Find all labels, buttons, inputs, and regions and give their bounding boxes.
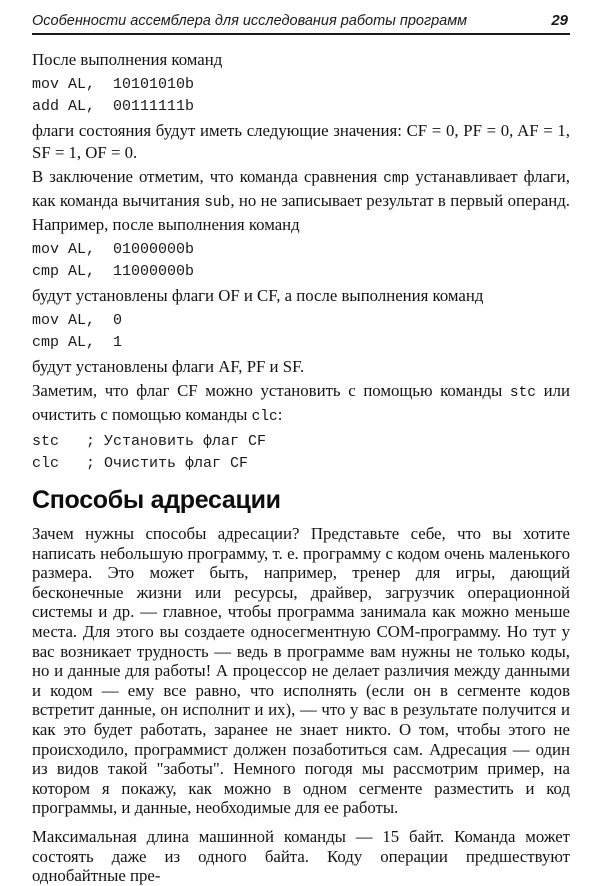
inline-code-clc: clc xyxy=(251,409,278,425)
code-block-stc-clc xyxy=(32,431,570,475)
paragraph-max-command-length: Максимальная длина машинной команды — 15 байт. Команда может состоять даже из одного байта. Коду операции предшествуют однобайтные пре- xyxy=(32,826,570,886)
code-line: stc ; Установить флаг CF xyxy=(32,433,267,450)
paragraph-flag-values: флаги состояния будут иметь следующие значения: CF = 0, PF = 0, AF = 1, SF = 1, OF = 0. xyxy=(32,121,570,162)
text-run: , но не записывает результат в первый операнд. Например, после выполнения команд xyxy=(32,191,570,234)
code-line: mov AL, 01000000b xyxy=(32,241,195,258)
inline-code-cmp: cmp xyxy=(383,171,410,187)
page-number: 29 xyxy=(551,12,568,29)
inline-code-sub: sub xyxy=(204,195,231,211)
code-line: add AL, 00111111b xyxy=(32,98,195,115)
code-block-mov0-cmp1 xyxy=(32,310,570,354)
inline-code-stc: stc xyxy=(509,385,537,401)
paragraph-of-cf-flags: будут установлены флаги OF и CF, а после выполнения команд xyxy=(32,286,484,305)
running-title: Особенности ассемблера для исследования работы программ xyxy=(32,13,468,29)
code-block-mov-cmp xyxy=(32,239,570,283)
text-run: : xyxy=(277,405,283,424)
page-header xyxy=(32,12,570,35)
text-run: Заметим, что флаг CF можно установить с помощью команды xyxy=(32,381,510,400)
paragraph-af-pf-sf-flags: будут установлены флаги AF, PF и SF. xyxy=(32,357,305,376)
paragraph-after-commands: После выполнения команд xyxy=(32,50,223,69)
paragraph-why-addressing: Зачем нужны способы адресации? Представьте себе, что вы хотите написать небольшую программу, т. е. программу с кодом очень маленького размера. Это может быть, например, тренер для игры, дающий бесконечные жизни или ресурсы, драйвер, загрузчик операционной системы и др. — главное, чтобы программа занимала как можно меньше места. Для этого вы создаете односегментную COM-программу. Но тут у вас возникает трудность — ведь в программе вам нужны не только коды, но и данные для работы! А процессор не делает различия между данными и кодом — ему все равно, что исполнять (если он в сегменте кодов встретит данные, он исполнит и их), — что у вас в результате получится и как это будет работать, заранее не знает никто. О том, чтобы этого не происходило, программист должен позаботиться сам. Адресация — один из видов такой "заботы". Немного погодя мы рассмотрим пример, на котором я покажу, как можно в одном сегменте разместить и код программы, и данные, необходимые для ее работы. xyxy=(32,524,570,818)
text-run: устанавливает флаги, как команда вычитания xyxy=(32,167,570,210)
code-line: mov AL, 0 xyxy=(32,312,123,329)
code-line: mov AL, 10101010b xyxy=(32,76,195,93)
code-line: cmp AL, 1 xyxy=(32,334,123,351)
text-run: или очистить с помощью команды xyxy=(32,381,570,424)
paragraph-cmp-note xyxy=(32,166,570,236)
code-block-mov-add xyxy=(32,74,570,118)
code-line: cmp AL, 11000000b xyxy=(32,263,195,280)
paragraph-stc-clc-note xyxy=(32,380,570,428)
section-heading-addressing-modes: Способы адресации xyxy=(32,486,281,514)
text-run: В заключение отметим, что команда сравнения xyxy=(32,167,384,186)
code-line: clc ; Очистить флаг CF xyxy=(32,455,249,472)
